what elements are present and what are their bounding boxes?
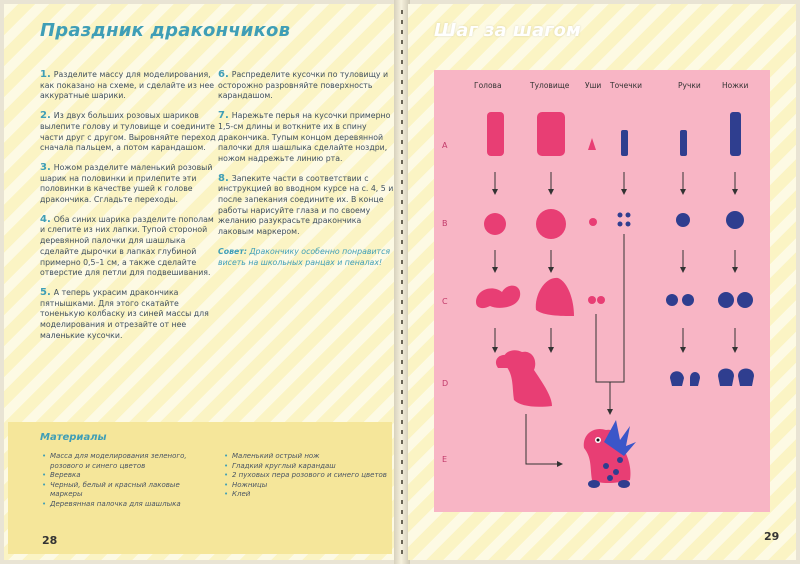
finished-dragon [584, 420, 636, 488]
step-2: 2. Из двух больших розовых шариков вылепите голову и туловище и соедините части друг с другом. Выровняйте переход сначала пальцем, а потом карандашом. [40, 110, 216, 153]
column-header-dots: Точечки [610, 81, 643, 90]
page-title: Шаг за шагом [434, 20, 581, 41]
step-1: 1. Разделите массу для моделирования, как показано на схеме, и сделайте из нее аккуратные шарики. [40, 69, 215, 101]
arrows-b-to-c [495, 250, 735, 270]
step-8: 8. Запеките части в соответствии с инструкцией во вводном курсе на с. 4, 5 и после запекания соедините их. В конце работы нарисуйте глаза и по своему желанию разукрасьте дракончика лаковым маркером. [218, 172, 394, 237]
row-b-balls [484, 209, 744, 239]
material-item: • Деревянная палочка для шашлыка [42, 500, 212, 510]
instructions-column-2 [218, 70, 396, 268]
material-item: • Черный, белый и красный лаковые маркеры [42, 481, 212, 500]
column-header-legs: Ножки [722, 81, 749, 90]
row-label-a: A [442, 141, 448, 150]
binding-stitch [401, 10, 403, 554]
row-label-e: E [442, 455, 448, 464]
instructions-column-1 [40, 70, 218, 350]
row-label-b: B [442, 219, 448, 228]
page-number-right: 29 [764, 530, 780, 543]
material-item: • 2 пуховых пера розового и синего цветов [224, 471, 394, 481]
step-diagram-panel [434, 70, 770, 512]
arrows-a-to-b [495, 172, 735, 192]
materials-list-1 [42, 452, 212, 510]
advice-note: Совет: Дракончику особенно понравится висеть на школьных ранцах и пеналах! [218, 246, 391, 267]
column-header-arms: Ручки [678, 81, 701, 90]
material-item: • Гладкий круглый карандаш [224, 462, 394, 472]
column-header-ears: Уши [585, 81, 602, 90]
step-diagram [434, 70, 770, 512]
step-5: 5. А теперь украсим дракончика пятнышками. Для этого скатайте тоненькую колбаску из синей массы для моделирования и отрезайте от нее маленькие кусочки. [40, 286, 209, 340]
column-header-head: Голова [474, 81, 502, 90]
row-label-d: D [442, 379, 449, 388]
step-3: 3. Ножом разделите маленький розовый шарик на половинки и прилепите эти половинки в качестве ушей к голове дракончика. Сгладьте переходы. [40, 161, 213, 205]
row-d-assembly [496, 350, 754, 407]
left-page [4, 4, 396, 560]
row-label-c: C [442, 297, 448, 306]
step-4: 4. Оба синих шарика разделите пополам и слепите из них лапки. Тупой стороной деревянной палочки для шашлыка сделайте дырочки в лапках глубиной примерно 0,5–1 см, а также сделайте отверстие для петли для подвешивания. [40, 213, 214, 278]
material-item: • Клей [224, 490, 394, 500]
step-6: 6. Распределите кусочки по туловищу и осторожно разровняйте поверхность карандашом. [218, 69, 389, 101]
page-title: Праздник дракончиков [40, 20, 291, 41]
page-number-left: 28 [42, 534, 58, 547]
material-item: • Веревка [42, 471, 212, 481]
row-c-shapes [476, 278, 753, 316]
materials-list-2 [224, 452, 394, 500]
right-page [408, 4, 796, 560]
material-item: • Ножницы [224, 481, 394, 491]
step-7: 7. Нарежьте перья на кусочки примерно 1,5-см длины и воткните их в спину дракончика. Тупым концом деревянной палочки для шашлыка сделайте ноздри, ножом надрежьте линию рта. [218, 110, 391, 163]
materials-title: Материалы [40, 432, 107, 443]
arrow-d-to-e [526, 414, 560, 464]
row-a-rolls [487, 112, 741, 156]
materials-box [8, 422, 392, 554]
material-item: • Маленький острый нож [224, 452, 394, 462]
material-item: • Масса для моделирования зеленого, розового и синего цветов [42, 452, 212, 471]
column-header-body: Туловище [530, 81, 570, 90]
